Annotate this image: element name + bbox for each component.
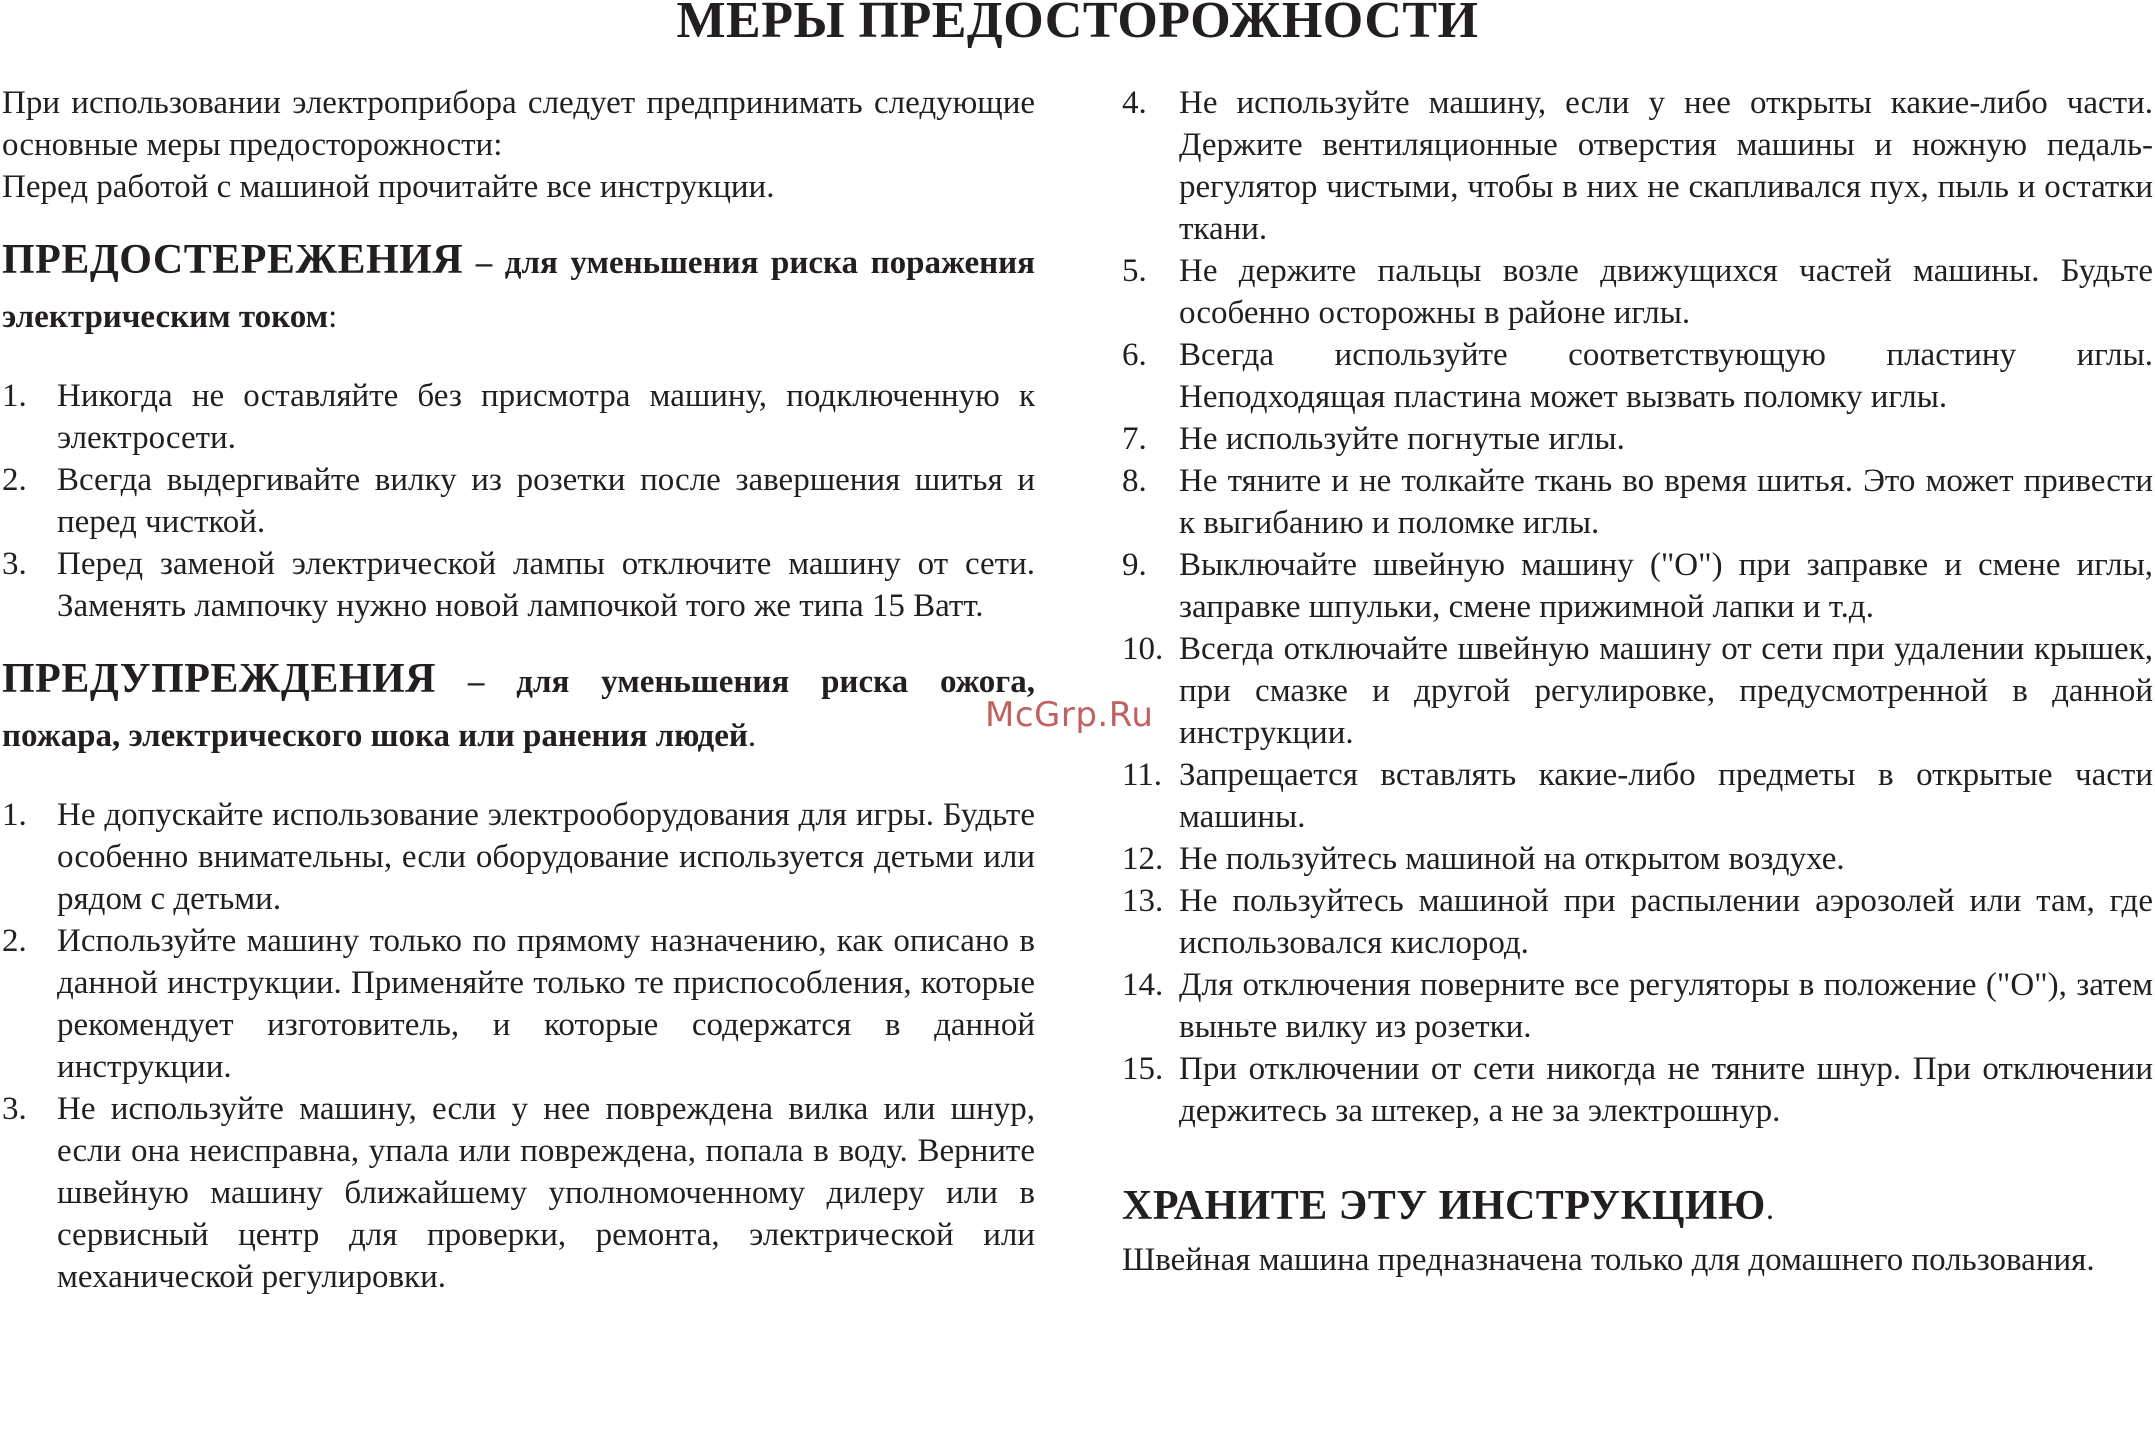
item-number: 3. bbox=[2, 546, 27, 582]
list-item bbox=[1122, 418, 2153, 460]
item-text: Выключайте швейную машину ("O") при заправке и смене иглы, заправке шпульки, смене прижимной лапки и т.д. bbox=[1179, 547, 2153, 625]
item-text: Перед заменой электрической лампы отключите машину от сети. Заменять лампочку нужно новой лампочкой того же типа 15 Ватт. bbox=[57, 546, 1035, 624]
item-number: 2. bbox=[2, 462, 27, 498]
item-number: 11. bbox=[1122, 757, 1163, 793]
list-item bbox=[1122, 838, 2153, 880]
warnings-heading: ПРЕДУПРЕЖДЕНИЯ – для уменьшения риска ожога, пожара, электрического шока или ранения людей. bbox=[2, 656, 1035, 754]
item-number: 10. bbox=[1122, 631, 1164, 667]
item-text: Запрещается вставлять какие-либо предметы в открытые части машины. bbox=[1179, 757, 2153, 835]
item-text: Не используйте машину, если у нее открыты какие-либо части. Держите вентиляционные отверстия машины и ножную педаль-регулятор чистыми, чтобы в них не скапливался пух, пыль и остатки ткани. bbox=[1179, 85, 2153, 247]
item-text: Не тяните и не толкайте ткань во время шитья. Это может привести к выгибанию и поломке иглы. bbox=[1179, 463, 2153, 541]
list-item bbox=[2, 920, 1035, 1088]
item-number: 12. bbox=[1122, 841, 1164, 877]
item-text: Для отключения поверните все регуляторы в положение ("O"), затем выньте вилку из розетки. bbox=[1179, 967, 2153, 1045]
left-column bbox=[2, 82, 1035, 1298]
list-item bbox=[1122, 544, 2153, 628]
keep-heading-title: ХРАНИТЕ ЭТУ ИНСТРУКЦИЮ bbox=[1122, 1183, 1766, 1229]
item-text: Не используйте погнутые иглы. bbox=[1179, 421, 1625, 457]
list-item bbox=[2, 459, 1035, 543]
item-text: Всегда используйте соответствующую пластину иглы. Неподходящая пластина может вызвать поломку иглы. bbox=[1179, 337, 2153, 415]
item-number: 8. bbox=[1122, 463, 1147, 499]
intro-read-instructions: Перед работой с машиной прочитайте все инструкции. bbox=[2, 169, 775, 205]
item-text: При отключении от сети никогда не тяните шнур. При отключении держитесь за штекер, а не за электрошнур. bbox=[1179, 1051, 2153, 1129]
item-text: Не пользуйтесь машиной на открытом воздухе. bbox=[1179, 841, 1845, 877]
list-item bbox=[1122, 250, 2153, 334]
list-item bbox=[1122, 964, 2153, 1048]
warnings-list-left bbox=[2, 794, 1035, 1298]
item-number: 13. bbox=[1122, 883, 1164, 919]
item-number: 9. bbox=[1122, 547, 1147, 583]
warnings-list-right bbox=[1122, 82, 2153, 1132]
item-text: Всегда отключайте швейную машину от сети при удалении крышек, при смазке и другой регулировке, предусмотренной в данной инструкции. bbox=[1179, 631, 2153, 751]
list-item bbox=[2, 375, 1035, 459]
list-item bbox=[2, 1088, 1035, 1298]
list-item bbox=[1122, 754, 2153, 838]
list-item bbox=[2, 794, 1035, 920]
item-number: 15. bbox=[1122, 1051, 1164, 1087]
item-number: 5. bbox=[1122, 253, 1147, 289]
keep-heading: ХРАНИТЕ ЭТУ ИНСТРУКЦИЮ. bbox=[1122, 1183, 1775, 1229]
item-number: 4. bbox=[1122, 85, 1147, 121]
cautions-heading-subtitle: – для уменьшения риска поражения электрическим током bbox=[2, 245, 1035, 335]
keep-text: Швейная машина предназначена только для домашнего пользования. bbox=[1122, 1242, 2095, 1278]
item-number: 3. bbox=[2, 1091, 27, 1127]
item-text: Всегда выдергивайте вилку из розетки после завершения шитья и перед чисткой. bbox=[57, 462, 1035, 540]
item-text: Не допускайте использование электрооборудования для игры. Будьте особенно внимательны, если оборудование используется детьми или рядом с детьми. bbox=[57, 797, 1035, 917]
item-text: Не используйте машину, если у нее повреждена вилка или шнур, если она неисправна, упала или повреждена, попала в воду. Верните швейную машину ближайшему уполномоченному дилеру или в сервисный центр для проверки, ремонта, электрической или механической регулировки. bbox=[57, 1091, 1035, 1295]
item-number: 2. bbox=[2, 923, 27, 959]
cautions-heading-title: ПРЕДОСТЕРЕЖЕНИЯ bbox=[2, 237, 464, 283]
item-text: Используйте машину только по прямому назначению, как описано в данной инструкции. Применяйте только те приспособления, которые рекомендует изготовитель, и которые содержатся в данной инструкции. bbox=[57, 923, 1035, 1085]
cautions-heading: ПРЕДОСТЕРЕЖЕНИЯ – для уменьшения риска поражения электрическим током: bbox=[2, 237, 1035, 335]
cautions-list bbox=[2, 375, 1035, 627]
item-number: 6. bbox=[1122, 337, 1147, 373]
item-number: 14. bbox=[1122, 967, 1164, 1003]
item-number: 1. bbox=[2, 797, 27, 833]
list-item bbox=[1122, 334, 2153, 418]
warnings-heading-subtitle: – для уменьшения риска ожога, пожара, электрического шока или ранения людей bbox=[2, 664, 1035, 754]
item-text: Никогда не оставляйте без присмотра машину, подключенную к электросети. bbox=[57, 378, 1035, 456]
list-item bbox=[1122, 82, 2153, 250]
intro-text: При использовании электроприбора следует предпринимать следующие основные меры предосторожности: bbox=[2, 85, 1035, 163]
item-number: 7. bbox=[1122, 421, 1147, 457]
item-text: Не держите пальцы возле движущихся частей машины. Будьте особенно осторожны в районе иглы. bbox=[1179, 253, 2153, 331]
warnings-heading-title: ПРЕДУПРЕЖДЕНИЯ bbox=[2, 656, 437, 702]
page-title: МЕРЫ ПРЕДОСТОРОЖНОСТИ bbox=[676, 0, 1479, 49]
list-item bbox=[1122, 460, 2153, 544]
item-number: 1. bbox=[2, 378, 27, 414]
right-column bbox=[1122, 82, 2153, 1281]
list-item bbox=[1122, 1048, 2153, 1132]
item-text: Не пользуйтесь машиной при распылении аэрозолей или там, где использовался кислород. bbox=[1179, 883, 2153, 961]
list-item bbox=[1122, 880, 2153, 964]
list-item bbox=[1122, 628, 2153, 754]
list-item bbox=[2, 543, 1035, 627]
watermark: McGrp.Ru bbox=[985, 695, 1154, 735]
